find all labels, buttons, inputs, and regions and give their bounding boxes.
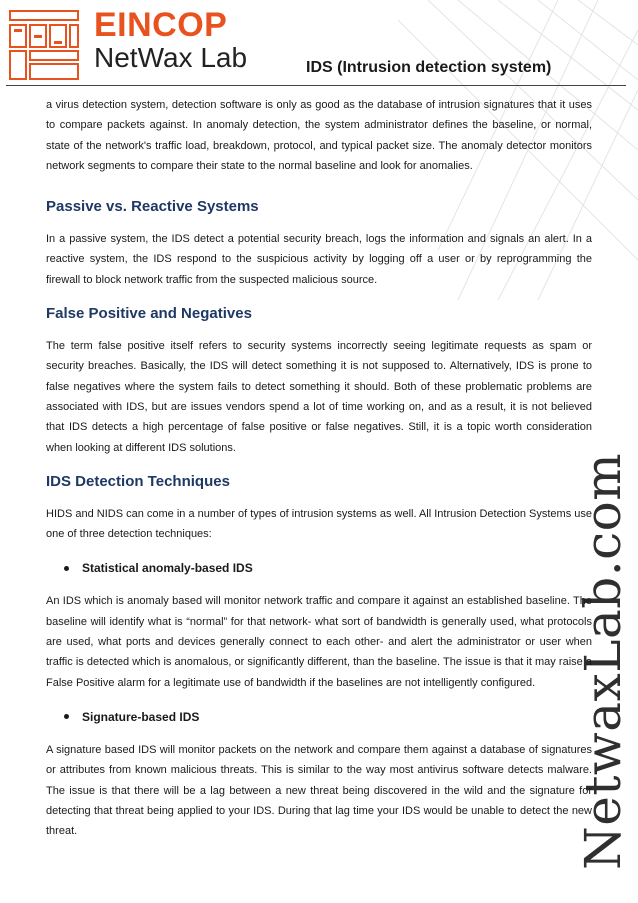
section-heading-passive-reactive: Passive vs. Reactive Systems — [46, 198, 259, 216]
section-heading-false-positive: False Positive and Negatives — [46, 305, 252, 323]
section-paragraph-detection-techniques: HIDS and NIDS can come in a number of types of intrusion systems as well. All Intrusion Detection Systems use one of three detection techniques: — [46, 507, 592, 541]
intro-paragraph: a virus detection system, detection software is only as good as the database of intrusion signatures that it uses to compare packets against. In anomaly detection, the system administrator defines the baseline, or normal, state of the network's traffic load, breakdown, protocol, and typical packet size. The anomaly detector monitors network segments to compare their state to the normal baseline and look for anomalies. — [46, 99, 592, 172]
section-paragraph-passive-reactive: In a passive system, the IDS detect a potential security breach, logs the information and signals an alert. In a reactive system, the IDS respond to the suspicious activity by logging off a user or by reprogramming the firewall to block network traffic from the suspected malicious source. — [46, 233, 592, 286]
paragraph-statistical-anomaly: An IDS which is anomaly based will monitor network traffic and compare it against an established baseline. The baseline will identify what is “normal” for that network- what sort of bandwidth is generally used, what protocols are used, what ports and devices generally connect to each other- and alert the administrator or user when traffic is detected which is anomalous, or significantly different, than the baseline. The issue is that it may raise a False Positive alarm for a legitimate use of bandwidth if the baselines are not intelligently configured. — [46, 595, 592, 689]
bullet-icon — [64, 714, 69, 719]
bullet-signature-based — [46, 707, 592, 727]
bullet-statistical-anomaly — [46, 558, 592, 578]
header-divider — [6, 85, 626, 86]
section-paragraph-false-positive: The term false positive itself refers to security systems incorrectly seeing legitimate requests as spam or security breaches. Basically, the IDS will detect something it is not supposed to. Alternatively, IDS is prone to false negatives where the system fails to detect something it should. Both of these problematic problems are associated with IDS, but are issues vendors spend a lot of time working on, and as a result, it is not believed that IDS detects a high percentage of false positive or false negatives. Still, it is a topic worth consideration when looking at different IDS solutions. — [46, 340, 592, 454]
section-heading-detection-techniques: IDS Detection Techniques — [46, 472, 230, 490]
eincop-logo-icon — [8, 9, 84, 81]
watermark: NetwaxLab.com — [574, 452, 632, 870]
document-title: IDS (Intrusion detection system) — [306, 59, 552, 76]
bullet-label: Signature-based IDS — [82, 709, 200, 724]
document-body — [46, 95, 592, 841]
paragraph-signature-based: A signature based IDS will monitor packets on the network and compare them against a database of signatures or attributes from known malicious threats. This is similar to the way most antivirus software detects malware. The issue is that there will be a lag between a new threat being discovered in the wild and the signature for detecting that threat being applied to your IDS. During that lag time your IDS would be unable to detect the new threat. — [46, 743, 592, 838]
bullet-label: Statistical anomaly-based IDS — [82, 561, 253, 576]
brand-name: EINCOP — [94, 6, 228, 44]
bullet-icon — [64, 566, 69, 571]
brand-subname: NetWax Lab — [94, 42, 248, 73]
